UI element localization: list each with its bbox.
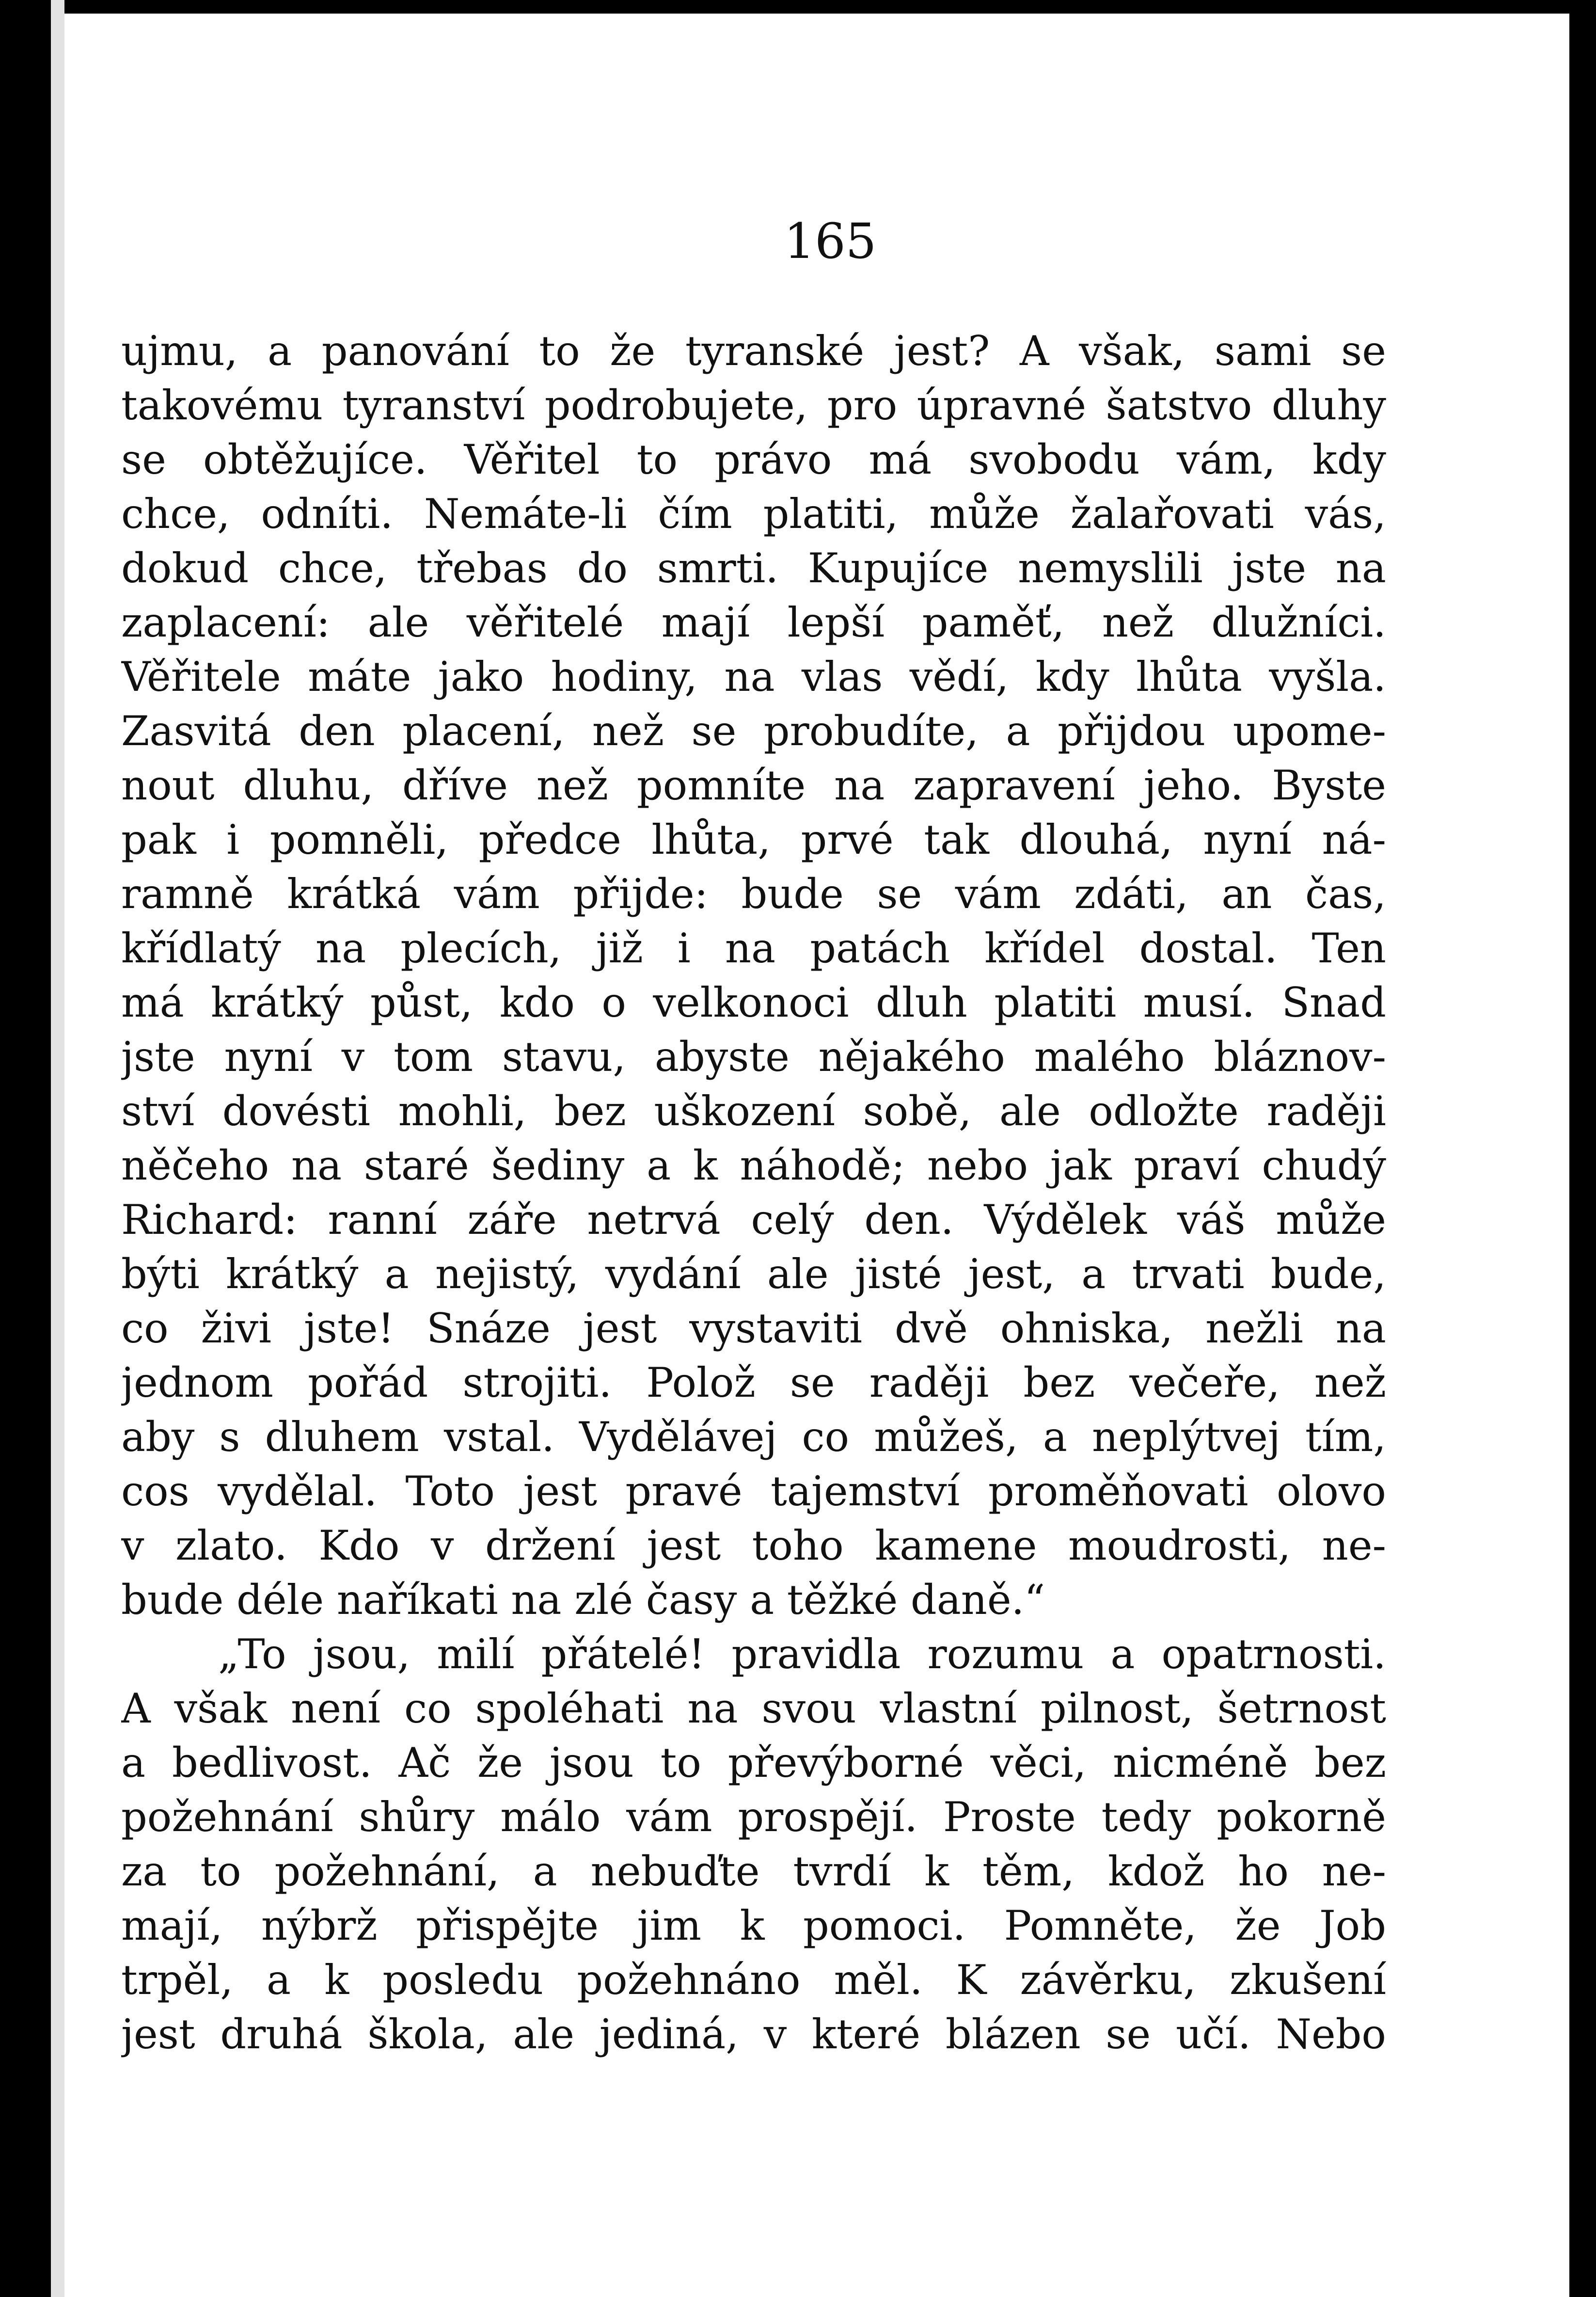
paragraph-start-line: „To jsou, milí přátelé! pravidla rozumu a opatrnosti. (218, 1630, 1386, 1678)
text-line: ujmu, a panování to že tyranské jest? A však, sami se (121, 327, 1386, 375)
text-line: A však není co spoléhati na svou vlastní pilnost, šetrnost (121, 1685, 1386, 1732)
text-line: trpěl, a k posledu požehnáno měl. K závěrku, zkušení (121, 1956, 1386, 2004)
text-line: cos vydělal. Toto jest pravé tajemství proměňovati olovo (121, 1468, 1386, 1515)
text-line: zaplacení: ale věřitelé mají lepší paměť, než dlužníci. (121, 599, 1386, 646)
text-line: požehnání shůry málo vám prospějí. Proste tedy pokorně (121, 1793, 1386, 1841)
text-line: jednom pořád strojiti. Polož se raději bez večeře, než (121, 1359, 1386, 1406)
text-line: Věřitele máte jako hodiny, na vlas vědí, kdy lhůta vyšla. (121, 653, 1386, 701)
scan-edge-left (0, 0, 51, 2297)
text-line: něčeho na staré šediny a k náhodě; nebo jak praví chudý (121, 1142, 1386, 1189)
text-line: chce, odníti. Nemáte-li čím platiti, může žalařovati vás, (121, 490, 1386, 538)
scan-edge-top (0, 0, 1596, 14)
text-line: nout dluhu, dříve než pomníte na zapravení jeho. Byste (121, 762, 1386, 809)
text-line: býti krátký a nejistý, vydání ale jisté jest, a trvati bude, (121, 1250, 1386, 1298)
text-line: mají, nýbrž přispějte jim k pomoci. Pomněte, že Job (121, 1902, 1386, 1949)
paragraph-end-line: bude déle naříkati na zlé časy a těžké daně.“ (121, 1576, 1045, 1624)
text-line: aby s dluhem vstal. Vydělávej co můžeš, a neplýtvej tím, (121, 1413, 1386, 1461)
scan-edge-right (1569, 0, 1596, 2297)
text-line: pak i pomněli, předce lhůta, prvé tak dlouhá, nyní ná- (121, 816, 1386, 863)
page-number: 165 (784, 213, 877, 270)
text-line: se obtěžujíce. Věřitel to právo má svobodu vám, kdy (121, 436, 1386, 483)
text-line: a bedlivost. Ač že jsou to převýborné věci, nicméně bez (121, 1739, 1386, 1787)
text-line: ství dovésti mohli, bez uškození sobě, ale odložte raději (121, 1087, 1386, 1135)
text-line: Zasvitá den placení, než se probudíte, a přijdou upome- (121, 707, 1386, 755)
text-line: co živi jste! Snáze jest vystaviti dvě ohniska, nežli na (121, 1305, 1386, 1352)
text-line: jste nyní v tom stavu, abyste nějakého malého bláznov- (121, 1033, 1386, 1081)
text-line: dokud chce, třebas do smrti. Kupujíce nemyslili jste na (121, 544, 1386, 592)
text-line: takovému tyranství podrobujete, pro úpravné šatstvo dluhy (121, 382, 1386, 429)
text-line: za to požehnání, a nebuďte tvrdí k těm, kdož ho ne- (121, 1848, 1386, 1895)
body-text (121, 324, 1386, 2061)
text-line: má krátký půst, kdo o velkonoci dluh platiti musí. Snad (121, 979, 1386, 1026)
text-line: jest druhá škola, ale jediná, v které blázen se učí. Nebo (121, 2010, 1386, 2058)
text-line: v zlato. Kdo v držení jest toho kamene moudrosti, ne- (121, 1522, 1386, 1569)
page-gutter (51, 0, 64, 2297)
text-line: křídlatý na plecích, již i na patách křídel dostal. Ten (121, 925, 1386, 972)
text-line: Richard: ranní záře netrvá celý den. Výdělek váš může (121, 1196, 1386, 1244)
text-line: ramně krátká vám přijde: bude se vám zdáti, an čas, (121, 870, 1386, 918)
